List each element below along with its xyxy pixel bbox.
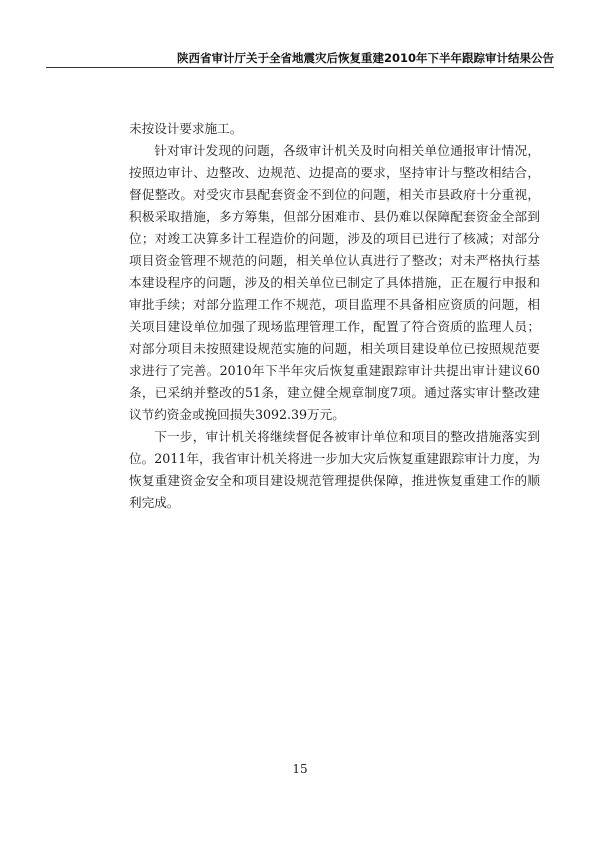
header-divider xyxy=(46,67,554,68)
page-number: 15 xyxy=(292,762,308,776)
running-header-title: 陕西省审计厅关于全省地震灾后恢复重建2010年下半年跟踪审计结果公告 xyxy=(176,51,554,65)
body-paragraph-continuation: 未按设计要求施工。 xyxy=(129,121,243,136)
body-paragraph: 下一步，审计机关将继续督促各被审计单位和项目的整改措施落实到位。2011年，我省审计机关将进一步加大灾后恢复重建跟踪审计力度，为恢复重建资金安全和项目建设规范管理提供保障，推进恢复重建工作的顺利完成。 xyxy=(129,429,540,510)
body-paragraph: 针对审计发现的问题，各级审计机关及时向相关单位通报审计情况，按照边审计、边整改、边规范、边提高的要求，坚持审计与整改相结合，督促整改。对受灾市县配套资金不到位的问题，相关市县政府十分重视，积极采取措施，多方筹集，但部分困难市、县仍难以保障配套资金全部到位；对竣工决算多计工程造价的问题，涉及的项目已进行了核减；对部分项目资金管理不规范的问题，相关单位认真进行了整改；对未严格执行基本建设程序的问题，涉及的相关单位已制定了具体措施，正在履行申报和审批手续；对部分监理工作不规范，项目监理不具备相应资质的问题，相关项目建设单位加强了现场监理管理工作，配置了符合资质的监理人员；对部分项目未按照建设规范实施的问题，相关项目建设单位已按照规范要求进行了完善。2010年下半年灾后恢复重建跟踪审计共提出审计建议60条，已采纳并整改的51条，建立健全规章制度7项。通过落实审计整改建议节约资金或挽回损失3092.39万元。 xyxy=(129,143,540,422)
document-body xyxy=(129,118,540,514)
